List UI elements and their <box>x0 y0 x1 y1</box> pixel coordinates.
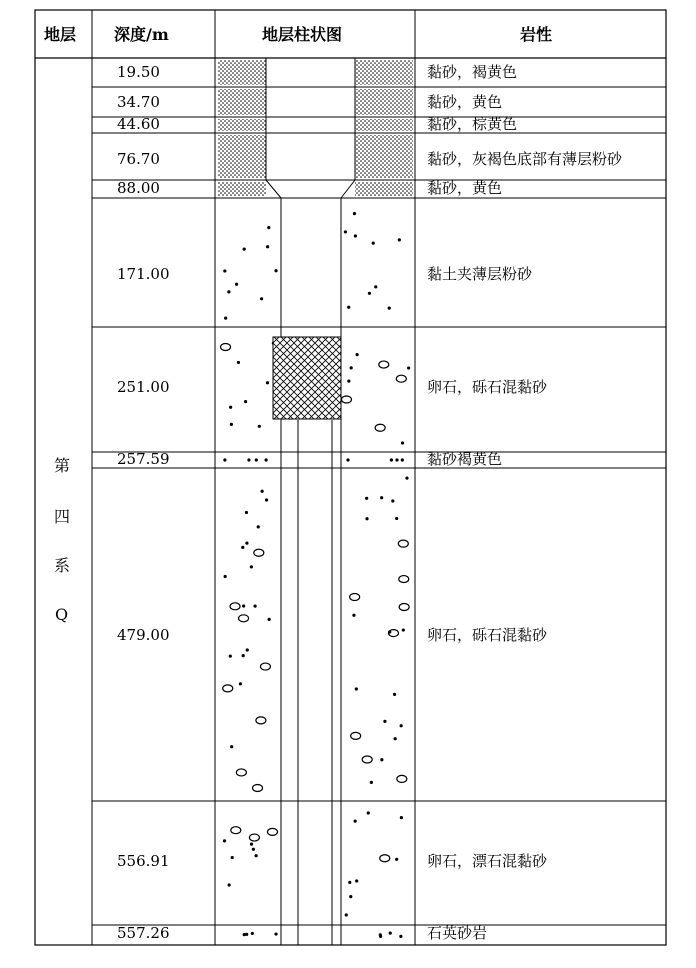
sand-dot <box>355 687 358 690</box>
depth-value: 479.00 <box>117 626 170 644</box>
column-layer-fine-sand <box>218 60 413 85</box>
sand-dot <box>356 353 359 356</box>
sand-dot <box>230 423 233 426</box>
sand-dot <box>380 496 383 499</box>
sand-dot <box>391 499 394 502</box>
lithology-label: 黏砂，黄色 <box>427 93 503 111</box>
depth-value: 76.70 <box>117 150 160 168</box>
sand-dot <box>224 317 227 320</box>
sand-dot <box>389 931 392 934</box>
sand-dot <box>241 546 244 549</box>
sand-dot <box>388 307 391 310</box>
pebble-mark <box>350 594 360 601</box>
sand-dot <box>354 820 357 823</box>
sand-dot <box>368 292 371 295</box>
sand-dot <box>258 425 261 428</box>
header-stratum: 地层 <box>44 25 77 44</box>
sand-fill-left <box>218 89 266 115</box>
depth-value: 257.59 <box>117 450 170 468</box>
sand-dot <box>255 458 258 461</box>
lithology-label: 卵石，砾石混黏砂 <box>427 378 548 396</box>
sand-dot <box>354 234 357 237</box>
sand-fill-right <box>355 119 413 131</box>
pebble-mark <box>236 769 246 776</box>
sand-dot <box>394 737 397 740</box>
lithology-label: 黏土夹薄层粉砂 <box>427 265 533 283</box>
sand-dot <box>393 693 396 696</box>
sand-dot <box>383 720 386 723</box>
sand-dot <box>251 932 254 935</box>
pebble-mark <box>267 828 277 835</box>
pebble-mark <box>253 785 263 792</box>
sand-dot <box>400 816 403 819</box>
sand-dot <box>388 630 391 633</box>
column-layer-fine-sand <box>218 182 413 196</box>
stratum-char-3: 系 <box>54 556 71 575</box>
stratum-char-2: 四 <box>54 507 71 526</box>
sand-dot <box>365 497 368 500</box>
sand-fill-right <box>355 89 413 115</box>
pebble-mark <box>398 540 408 547</box>
sand-dot <box>380 758 383 761</box>
sand-dot <box>245 933 248 936</box>
depth-value: 251.00 <box>117 378 170 396</box>
depth-value: 34.70 <box>117 93 160 111</box>
lithology-label: 黏砂褐黄色 <box>427 450 503 468</box>
lithology-label: 卵石，砾石混黏砂 <box>427 626 548 644</box>
sand-dot <box>399 935 402 938</box>
sand-dot <box>348 881 351 884</box>
sand-dot <box>257 525 260 528</box>
sand-dot <box>352 614 355 617</box>
sand-dot <box>370 781 373 784</box>
sand-fill-left <box>218 60 266 85</box>
sand-dot <box>350 366 353 369</box>
pebble-mark <box>399 604 409 611</box>
pebble-mark <box>396 375 406 382</box>
sand-dot <box>395 517 398 520</box>
layer-boundaries <box>92 87 666 925</box>
sand-dot <box>395 458 398 461</box>
sand-dot <box>365 517 368 520</box>
sand-dot <box>250 843 253 846</box>
pebble-mark <box>397 775 407 782</box>
sand-dot <box>250 565 253 568</box>
sand-dot <box>347 306 350 309</box>
sand-dot <box>402 628 405 631</box>
sand-dot <box>367 811 370 814</box>
sand-dot <box>266 245 269 248</box>
pebble-mark <box>221 343 231 350</box>
sand-fill-left <box>218 119 266 131</box>
header-depth: 深度/m <box>114 25 169 44</box>
pebble-mark <box>399 576 409 583</box>
sand-dot <box>253 605 256 608</box>
sand-dot <box>268 618 271 621</box>
sand-dot <box>223 458 226 461</box>
sand-dot <box>353 212 356 215</box>
sand-dot <box>401 441 404 444</box>
pebble-mark <box>341 396 351 403</box>
depth-value: 557.26 <box>117 924 170 942</box>
header-column: 地层柱状图 <box>262 25 343 44</box>
sand-dot <box>224 575 227 578</box>
sand-dot <box>265 498 268 501</box>
sand-dot <box>245 511 248 514</box>
sand-dot <box>231 856 234 859</box>
sand-dot <box>344 230 347 233</box>
lithology-label: 黏砂，褐黄色 <box>427 63 518 81</box>
column-layer-fine-sand <box>218 89 413 115</box>
sand-dot <box>267 226 270 229</box>
sand-dot <box>229 655 232 658</box>
sand-dot <box>400 724 403 727</box>
sand-dot <box>223 839 226 842</box>
pebble-mark <box>231 827 241 834</box>
depth-value: 171.00 <box>117 265 170 283</box>
sand-dot <box>245 542 248 545</box>
sand-dot <box>235 283 238 286</box>
sand-dot <box>355 879 358 882</box>
sand-dot <box>261 490 264 493</box>
pebble-mark <box>351 732 361 739</box>
sand-dot <box>228 883 231 886</box>
sand-fill-right <box>355 60 413 85</box>
sand-dot <box>390 458 393 461</box>
pebble-mark <box>375 424 385 431</box>
sand-fill-right <box>355 135 413 178</box>
sand-dot <box>243 248 246 251</box>
sand-dot <box>242 654 245 657</box>
sand-dot <box>347 379 350 382</box>
sand-dot <box>255 854 258 857</box>
lithology-label: 黏砂，棕黄色 <box>427 115 518 133</box>
sand-dot <box>244 400 247 403</box>
sand-dot <box>229 406 232 409</box>
stratum-char-1: 第 <box>54 456 71 475</box>
sand-dot <box>345 913 348 916</box>
bore-taper <box>266 180 355 198</box>
packer-block <box>273 337 341 419</box>
sand-dot <box>407 366 410 369</box>
sand-dot <box>239 682 242 685</box>
sand-dot <box>372 242 375 245</box>
column-layer-fine-sand <box>218 119 413 131</box>
pebble-mark <box>260 663 270 670</box>
pebble-mark <box>249 834 259 841</box>
sand-dot <box>252 848 255 851</box>
column-layer-quartz-sandstone <box>243 931 403 937</box>
depth-value: 19.50 <box>117 63 160 81</box>
sand-dot <box>374 285 377 288</box>
sand-dot <box>246 648 249 651</box>
lithology-label: 卵石，漂石混黏砂 <box>427 852 548 870</box>
sand-dot <box>349 895 352 898</box>
sand-dot <box>227 290 230 293</box>
depth-value: 88.00 <box>117 179 160 197</box>
pebble-mark <box>239 615 249 622</box>
stratum-char-4: Q <box>55 605 69 624</box>
sand-dot <box>395 858 398 861</box>
sand-dot <box>242 604 245 607</box>
sand-dot <box>266 381 269 384</box>
sand-dot <box>398 238 401 241</box>
sand-dot <box>237 361 240 364</box>
sand-dot <box>247 458 250 461</box>
sand-dot <box>274 932 277 935</box>
lithology-label: 石英砂岩 <box>427 924 488 942</box>
sand-dot <box>405 476 408 479</box>
column-layer-boulder <box>223 811 403 916</box>
sand-dot <box>230 745 233 748</box>
column-layer-clay-silt <box>223 458 404 461</box>
column-layer-fine-sand <box>218 135 413 178</box>
pebble-mark <box>223 685 233 692</box>
sand-dot <box>274 269 277 272</box>
pebble-mark <box>362 756 372 763</box>
pebble-mark <box>380 855 390 862</box>
sand-fill-left <box>218 182 266 196</box>
sand-fill-right <box>355 182 413 196</box>
column-layer-clay-silt <box>223 212 401 320</box>
depth-value: 44.60 <box>117 115 160 133</box>
sand-dot <box>379 933 382 936</box>
sand-dot <box>346 458 349 461</box>
pebble-mark <box>230 603 240 610</box>
lithology-label: 黏砂，灰褐色底部有薄层粉砂 <box>427 150 623 168</box>
header-lithology: 岩性 <box>520 25 553 44</box>
pebble-mark <box>256 717 266 724</box>
lithology-label: 黏砂，黄色 <box>427 179 503 197</box>
sand-dot <box>260 297 263 300</box>
pebble-mark <box>379 361 389 368</box>
sand-dot <box>223 269 226 272</box>
depth-value: 556.91 <box>117 852 170 870</box>
pebble-mark <box>254 549 264 556</box>
column-layer-pebble <box>223 476 409 791</box>
sand-fill-left <box>218 135 266 178</box>
borehole-column <box>218 58 413 945</box>
sand-dot <box>401 458 404 461</box>
sand-dot <box>264 458 267 461</box>
